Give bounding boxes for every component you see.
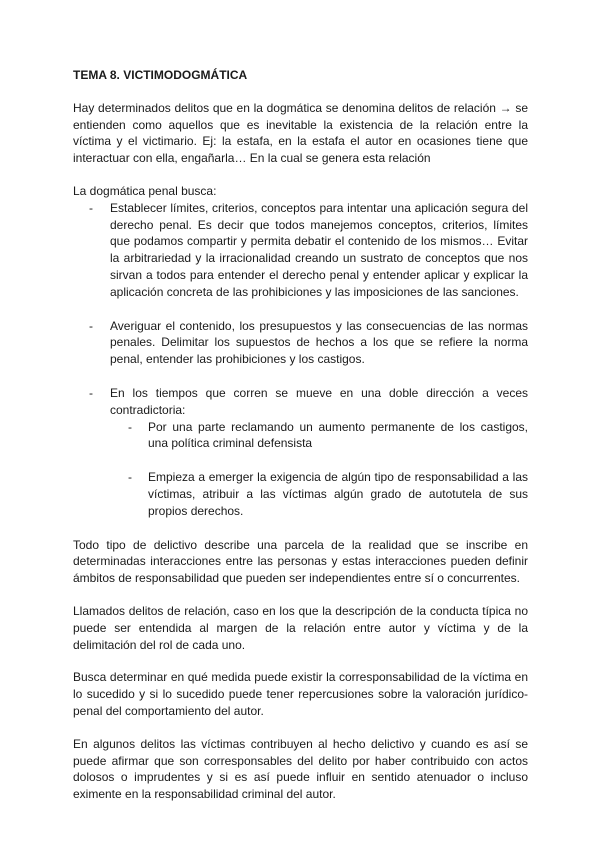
list-item — [73, 200, 528, 301]
sub-list-item-text: Por una parte reclamando un aumento permanente de los castigos, una política criminal defensista — [148, 419, 528, 451]
bullet-dash: - — [128, 470, 132, 485]
page-title: TEMA 8. VICTIMODOGMÁTICA — [73, 68, 248, 82]
list-item-text: Establecer límites, criterios, conceptos para intentar una aplicación segura del derecho penal. Es decir que todos manejemos conceptos, criterios, límites que podamos compartir y permita debatir el contenido de los mismos… Evitar la arbitrariedad y la irracionalidad creando un sustrato de conceptos que nos sirvan a todos para entender el derecho penal y entender aplicar y explicar la aplicación concreta de las prohibiciones y las imposiciones de las sanciones. — [110, 200, 528, 299]
bullet-dash: - — [89, 385, 93, 400]
bullet-dash: - — [89, 200, 93, 215]
paragraph: Llamados delitos de relación, caso en los que la descripción de la conducta típica no puede ser entendida al margen de la relación entre autor y víctima y de la delimitación del rol de cada uno. — [73, 603, 528, 652]
list-intro: La dogmática penal busca: — [73, 183, 217, 198]
sub-bullet-list — [110, 419, 528, 520]
list-item — [73, 318, 528, 368]
list-item-text: Averiguar el contenido, los presupuestos y las consecuencias de las normas penales. Delimitar los supuestos de hechos a los que se refiere la norma penal, entender las prohibiciones y los castigos. — [110, 318, 528, 367]
paragraph: En algunos delitos las víctimas contribuyen al hecho delictivo y cuando es así se puede afirmar que son corresponsables del delito por haber contribuido con actos dolosos o imprudentes y si es así puede influir en sentido atenuador o incluso eximente en la responsabilidad criminal del autor. — [73, 736, 528, 802]
paragraph: Todo tipo de delictivo describe una parcela de la realidad que se inscribe en determinadas interacciones entre las personas y estas interacciones pueden definir ámbitos de responsabilidad que pueden ser independientes entre sí o concurrentes. — [73, 537, 528, 586]
list-item-text: En los tiempos que corren se mueve en una doble dirección a veces contradictoria: — [110, 385, 528, 417]
sub-list-item — [114, 469, 528, 519]
sub-list-item — [114, 419, 528, 453]
bullet-dash: - — [128, 419, 132, 434]
sub-list-item-text: Empieza a emerger la exigencia de algún tipo de responsabilidad a las víctimas, atribuir a las víctimas algún grado de autotutela de sus propios derechos. — [148, 470, 528, 518]
bullet-dash: - — [89, 318, 93, 333]
bullet-list — [73, 200, 528, 520]
paragraph-intro: Hay determinados delitos que en la dogmática se denomina delitos de relación → se entienden como aquellos que es inevitable la existencia de la relación entre la víctima y el victimario. Ej: la estafa, en la estafa el autor en ocasiones tiene que interactuar con ella, engañarla… En la cual se genera esta relación — [73, 100, 528, 166]
list-item — [73, 385, 528, 520]
paragraph: Busca determinar en qué medida puede existir la corresponsabilidad de la víctima en lo sucedido y si lo sucedido puede tener repercusiones sobre la valoración jurídico-penal del comportamiento del autor. — [73, 670, 528, 718]
